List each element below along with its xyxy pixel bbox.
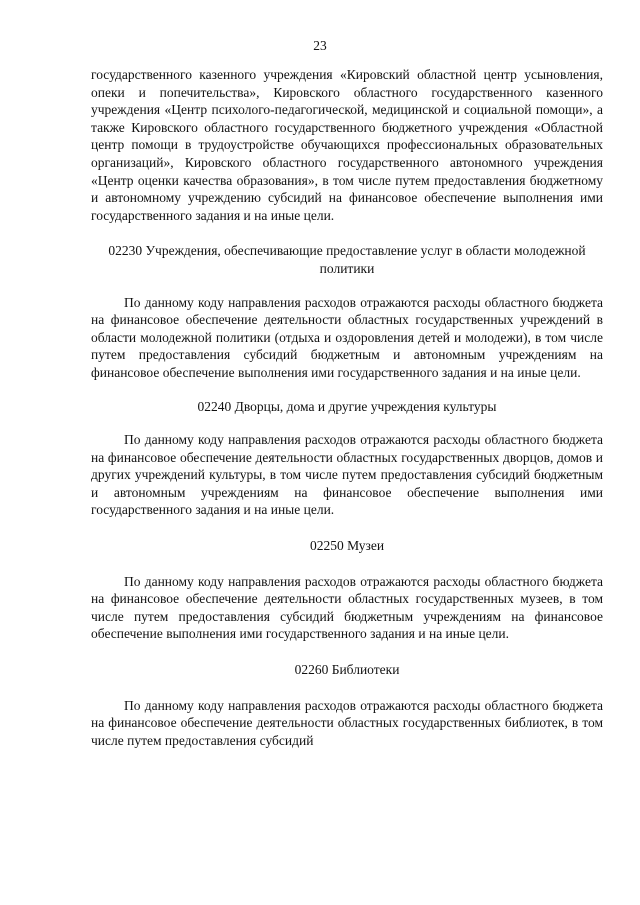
document-body xyxy=(91,66,603,749)
section-heading-02250: 02250 Музеи xyxy=(309,538,385,554)
section-heading-02240: 02240 Дворцы, дома и другие учреждения культуры xyxy=(197,398,497,414)
paragraph-02250: По данному коду направления расходов отражаются расходы областного бюджета на финансовое обеспечение деятельности областных государственных музеев, в том числе путем предоставления субсидий бюджетным учреждениям на финансовое обеспечение выполнения ими государственного задания и на иные цели. xyxy=(91,573,603,642)
paragraph-02230: По данному коду направления расходов отражаются расходы областного бюджета на финансовое обеспечение деятельности областных государственных учреждений в области молодежной политики (отдыха и оздоровления детей и молодежи), в том числе путем предоставления субсидий бюджетным и автономным учреждениям на финансовое обеспечение выполнения ими государственного задания и на иные цели. xyxy=(91,294,603,380)
section-heading-02260: 02260 Библиотеки xyxy=(294,662,400,678)
section-heading-02230: 02230 Учреждения, обеспечивающие предоставление услуг в области молодежной политики xyxy=(108,243,586,276)
paragraph-intro-continuation: государственного казенного учреждения «Кировский областной центр усыновления, опеки и попечительства», Кировского областного государственного казенного учреждения «Центр психолого-педагогической, медицинской и социальной помощи», а также Кировского областного государственного бюджетного учреждения «Областной центр помощи в трудоустройстве обучающихся профессиональных образовательных организаций», Кировского областного государственного автономного учреждения «Центр оценки качества образования», в том числе путем предоставления бюджетному и автономному учреждению субсидий на финансовое обеспечение выполнения ими государственного задания и на иные цели. xyxy=(91,67,603,223)
page-number: 23 xyxy=(313,38,327,53)
paragraph-02240: По данному коду направления расходов отражаются расходы областного бюджета на финансовое обеспечение деятельности областных государственных дворцов, домов и других учреждений культуры, в том числе путем предоставления субсидий бюджетным и автономным учреждениям на финансовое обеспечение выполнения ими государственного задания и на иные цели. xyxy=(91,432,603,518)
paragraph-02260: По данному коду направления расходов отражаются расходы областного бюджета на финансовое обеспечение деятельности областных государственных библиотек, в том числе путем предоставления субсидий xyxy=(91,697,603,748)
